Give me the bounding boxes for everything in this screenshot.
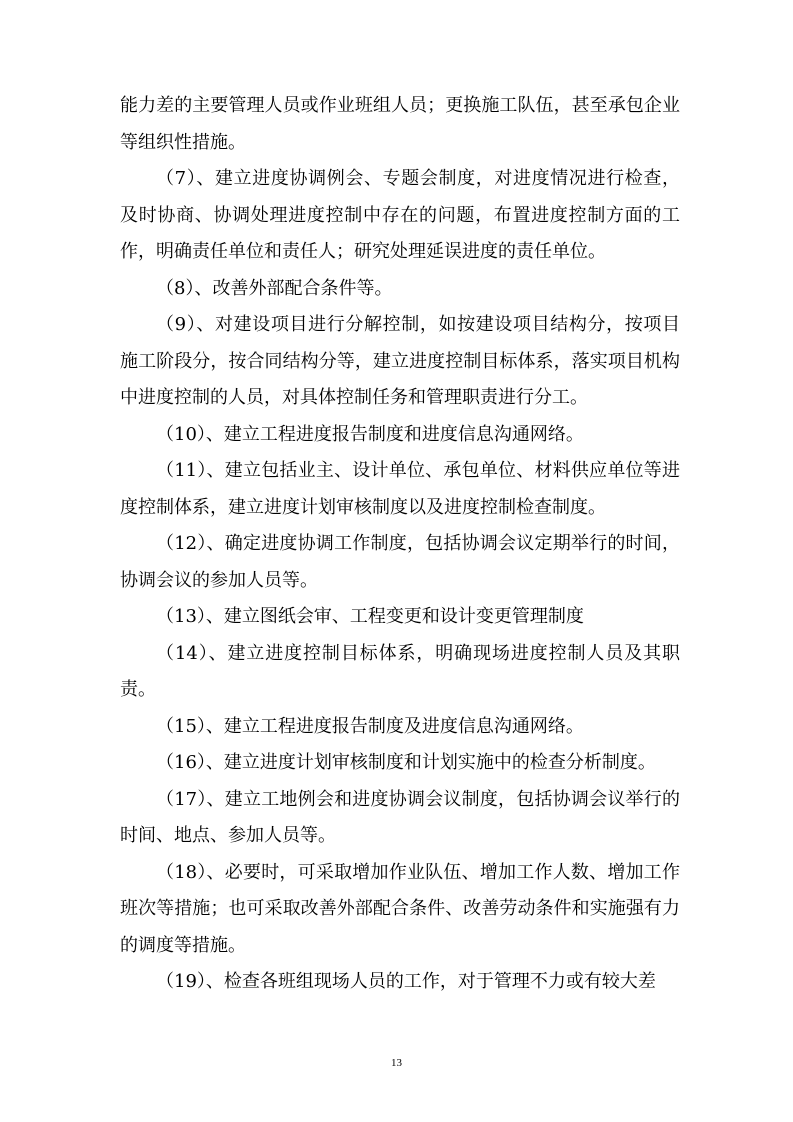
paragraph-item-11: （11）、建立包括业主、设计单位、承包单位、材料供应单位等进度控制体系，建立进度计划审核制度以及进度控制检查制度。 xyxy=(120,460,680,518)
paragraph-item-10: （10）、建立工程进度报告制度和进度信息沟通网络。 xyxy=(156,423,584,445)
paragraph-item-8: （8）、改善外部配合条件等。 xyxy=(156,277,393,299)
paragraph-item-15: （15）、建立工程进度报告制度及进度信息沟通网络。 xyxy=(156,715,584,737)
paragraph-item-12: （12）、确定进度协调工作制度，包括协调会议定期举行的时间，协调会议的参加人员等。 xyxy=(120,533,680,591)
paragraph-item-19: （19）、检查各班组现场人员的工作，对于管理不力或有较大差 xyxy=(156,971,656,992)
paragraph-item-16: （16）、建立进度计划审核制度和计划实施中的检查分析制度。 xyxy=(156,752,656,773)
paragraph-item-17: （17）、建立工地例会和进度协调会议制度，包括协调会议举行的时间、地点、参加人员等。 xyxy=(120,788,680,846)
paragraph-item-13: （13）、建立图纸会审、工程变更和设计变更管理制度 xyxy=(156,606,584,627)
paragraph-continuation: 能力差的主要管理人员或作业班组人员；更换施工队伍，甚至承包企业等组织性措施。 xyxy=(120,95,680,153)
body-text xyxy=(120,88,680,1001)
paragraph-item-18: （18）、必要时，可采取增加作业队伍、增加工作人数、增加工作班次等措施；也可采取改善外部配合条件、改善劳动条件和实施强有力的调度等措施。 xyxy=(120,861,680,956)
paragraph-item-14: （14）、建立进度控制目标体系，明确现场进度控制人员及其职责。 xyxy=(120,642,680,700)
paragraph-item-7: （7）、建立进度协调例会、专题会制度，对进度情况进行检查，及时协商、协调处理进度控制中存在的问题，布置进度控制方面的工作，明确责任单位和责任人；研究处理延误进度的责任单位。 xyxy=(120,168,680,262)
page-number: 13 xyxy=(391,1057,402,1069)
paragraph-item-9: （9）、对建设项目进行分解控制，如按建设项目结构分，按项目施工阶段分，按合同结构分等，建立进度控制目标体系，落实项目机构中进度控制的人员，对具体控制任务和管理职责进行分工。 xyxy=(120,314,680,408)
